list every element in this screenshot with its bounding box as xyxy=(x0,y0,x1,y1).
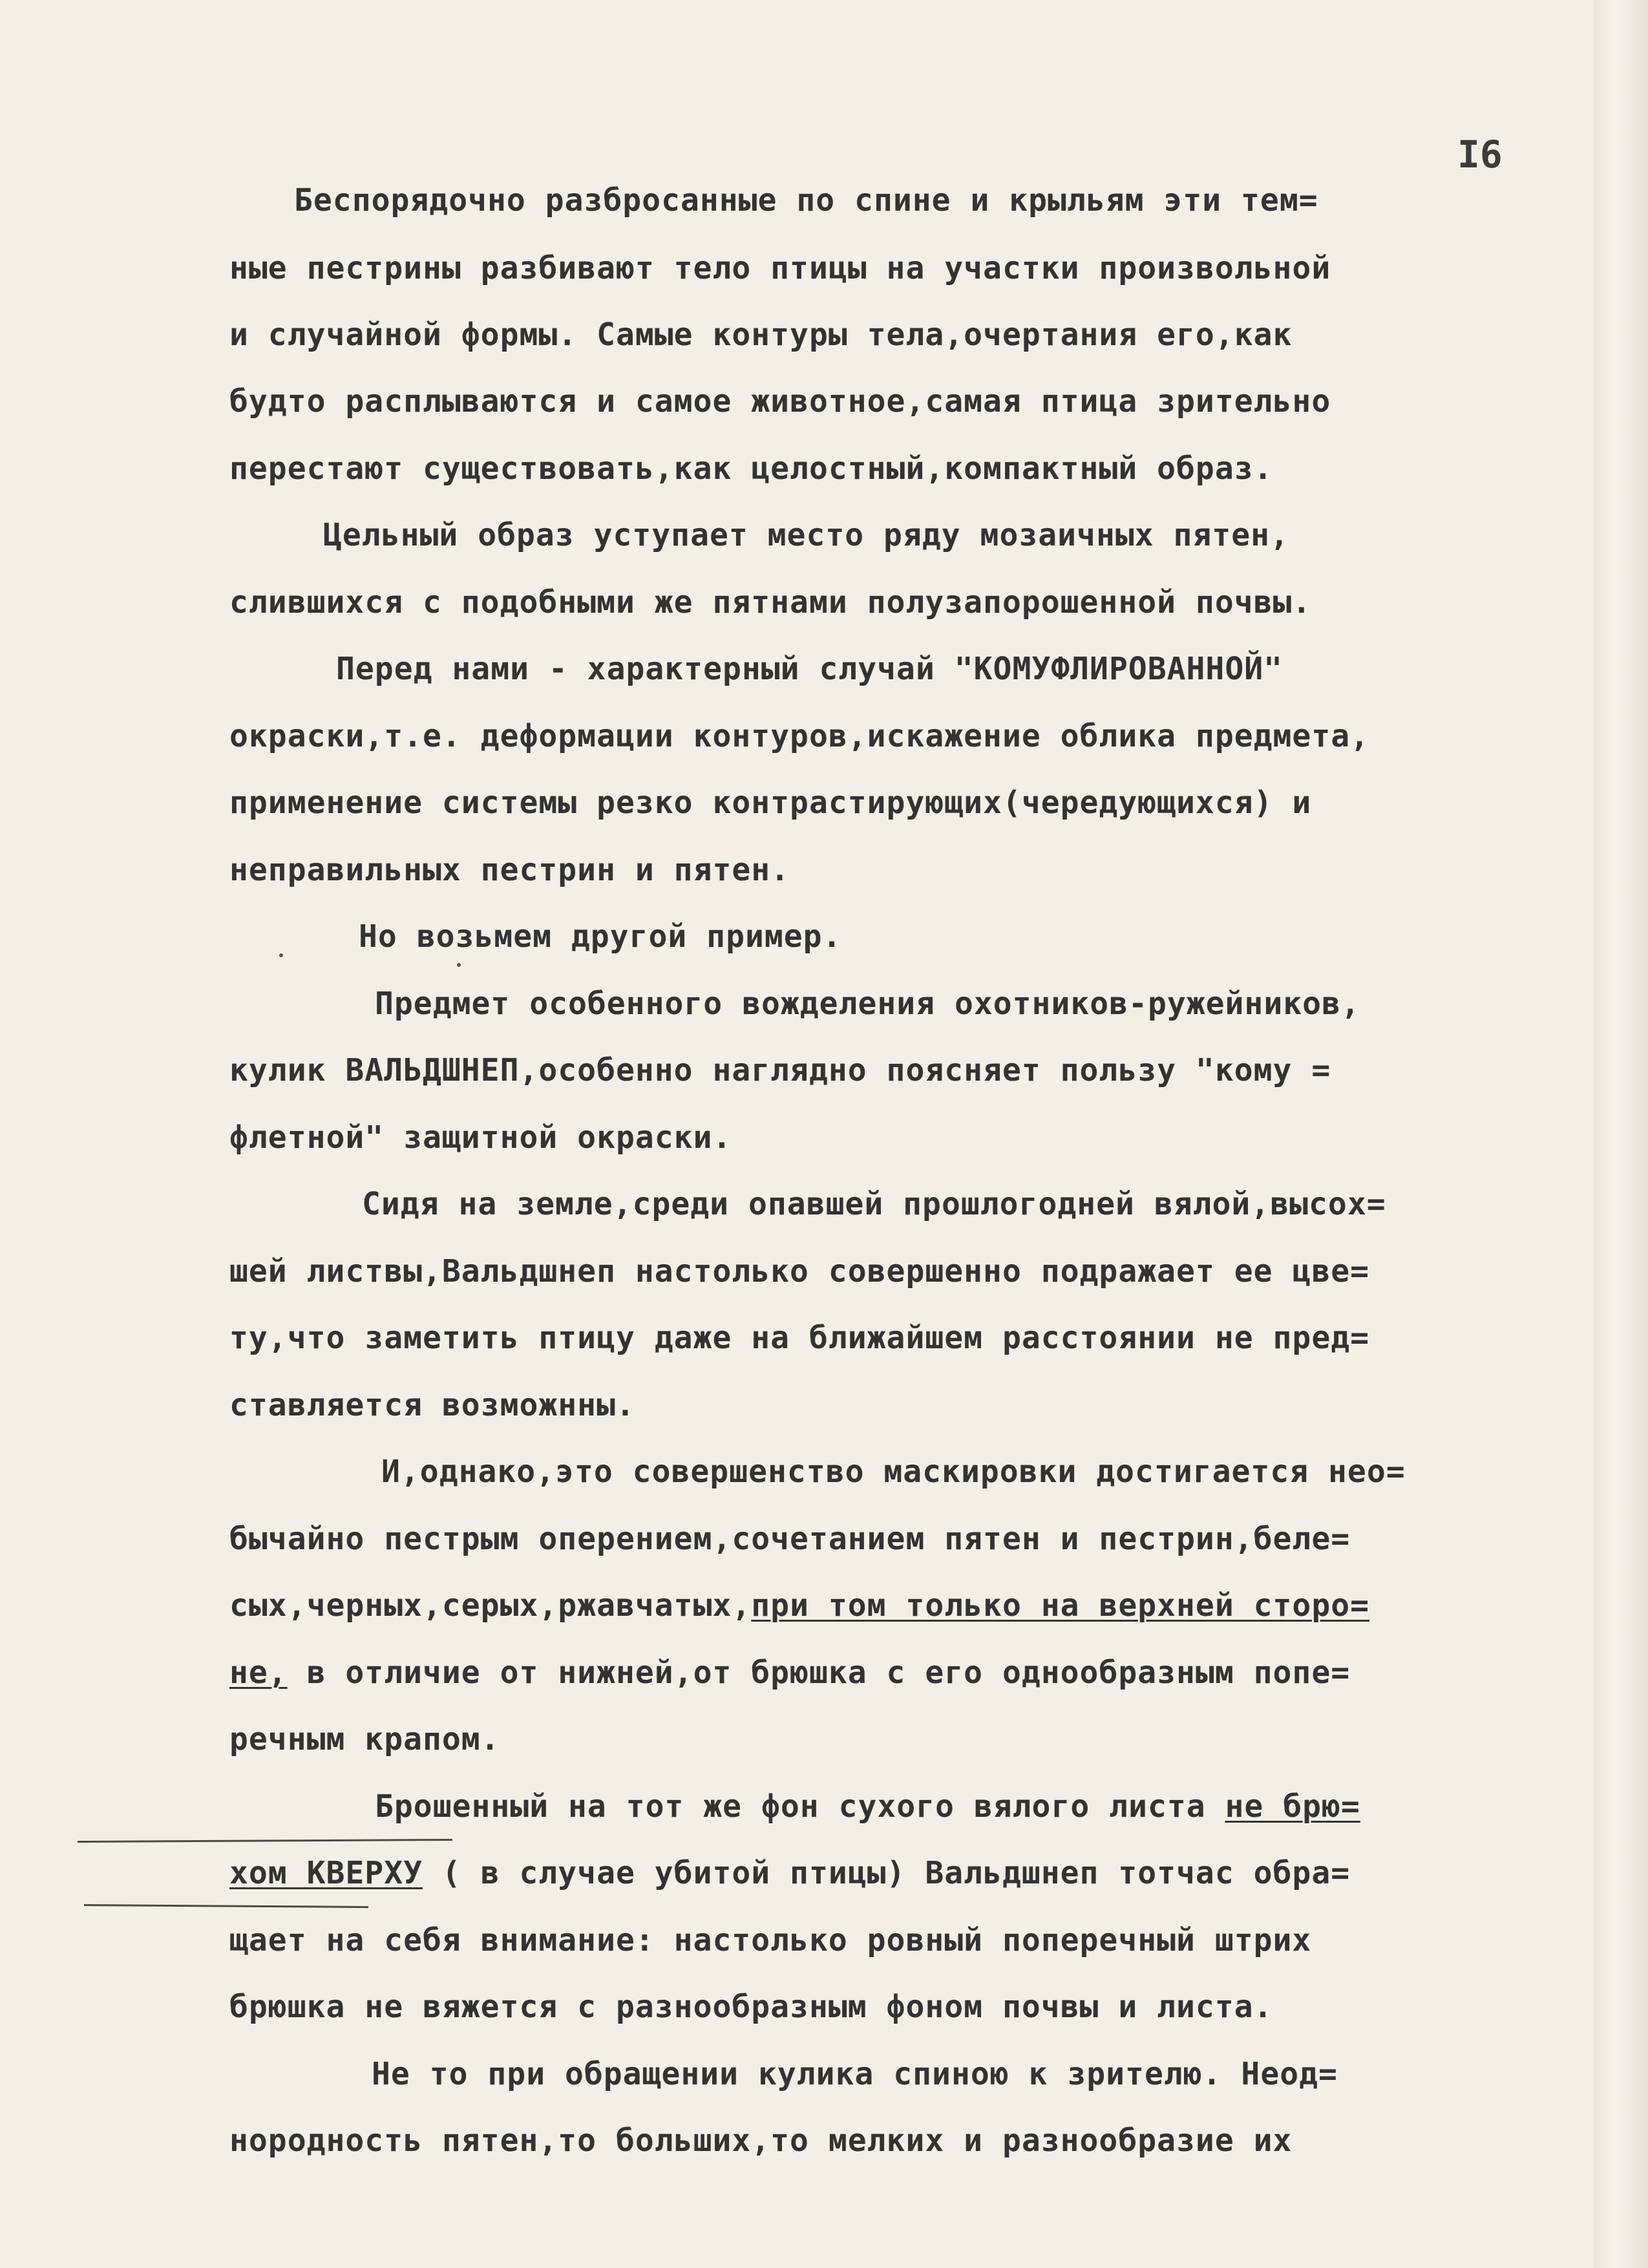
text-line: перестают существовать,как целостный,компактный образ. xyxy=(229,450,1273,487)
text-line: флетной" защитной окраски. xyxy=(229,1119,732,1156)
text-line xyxy=(375,1788,1360,1825)
text-line: Но возьмем другой пример. xyxy=(359,918,842,955)
page-edge xyxy=(1594,0,1648,2268)
text-line: и случайной формы. Самые контуры тела,очертания его,как xyxy=(229,317,1293,353)
underlined-text: хом КВЕРХУ xyxy=(229,1855,423,1891)
text-segment: Брошенный на тот же фон сухого вялого листа xyxy=(375,1788,1225,1825)
text-line: Не то при обращении кулика спиною к зрителю. Неод= xyxy=(372,2056,1338,2092)
text-line: Беспорядочно разбросанные по спине и крыльям эти тем= xyxy=(294,182,1318,218)
text-line: неправильных пестрин и пятен. xyxy=(229,852,790,888)
text-line: бычайно пестрым оперением,сочетанием пятен и пестрин,беле= xyxy=(229,1521,1351,1557)
text-line: слившихся с подобными же пятнами полузапорошенной почвы. xyxy=(229,584,1312,620)
text-line: нородность пятен,то больших,то мелких и разнообразие их xyxy=(229,2123,1293,2159)
text-line: шей листвы,Вальдшнеп настолько совершенно подражает ее цве= xyxy=(229,1253,1370,1289)
text-line: кулик ВАЛЬДШНЕП,особенно наглядно поясняет пользу "кому = xyxy=(229,1052,1331,1088)
text-line xyxy=(229,1587,1369,1624)
page-number: I6 xyxy=(1457,132,1503,176)
text-line: окраски,т.е. деформации контуров,искажение облика предмета, xyxy=(229,718,1370,754)
text-line: Цельный образ уступает место ряду мозаичных пятен, xyxy=(323,517,1289,553)
text-segment: ( в случае убитой птицы) Вальдшнеп тотчас обра= xyxy=(422,1855,1351,1891)
ink-speck xyxy=(279,953,283,957)
text-line: будто расплываются и самое животное,самая птица зрительно xyxy=(229,383,1331,419)
text-line xyxy=(229,1655,1350,1691)
ink-speck xyxy=(457,963,461,967)
text-line: брюшка не вяжется с разнообразным фоном почвы и листа. xyxy=(229,1989,1273,2025)
text-line: ту,что заметить птицу даже на ближайшем расстоянии не пред= xyxy=(229,1320,1370,1356)
underlined-text: не брю= xyxy=(1225,1788,1360,1825)
text-line: Перед нами - характерный случай "КОМУФЛИРОВАННОЙ" xyxy=(336,651,1284,687)
underlined-text: не, xyxy=(229,1655,288,1691)
text-line: Сидя на земле,среди опавшей прошлогодней вялой,высох= xyxy=(362,1186,1386,1222)
text-line: щает на себя внимание: настолько ровный поперечный штрих xyxy=(229,1922,1312,1958)
text-segment: сых,черных,серых,ржавчатых, xyxy=(229,1587,752,1624)
text-line xyxy=(229,1855,1350,1891)
text-line: Предмет особенного вожделения охотников-ружейников, xyxy=(375,986,1360,1022)
underlined-text: при том только на верхней сторо= xyxy=(751,1587,1370,1624)
text-line: ные пестрины разбивают тело птицы на участки произвольной xyxy=(229,250,1331,286)
text-line: речным крапом. xyxy=(229,1721,500,1757)
text-line: И,однако,это совершенство маскировки достигается нео= xyxy=(381,1454,1406,1490)
text-segment: в отличие от нижней,от брюшка с его однообразным попе= xyxy=(287,1655,1351,1691)
text-line: применение системы резко контрастирующих(чередующихся) и xyxy=(229,785,1312,821)
text-line: ставляется возможнны. xyxy=(229,1387,635,1423)
